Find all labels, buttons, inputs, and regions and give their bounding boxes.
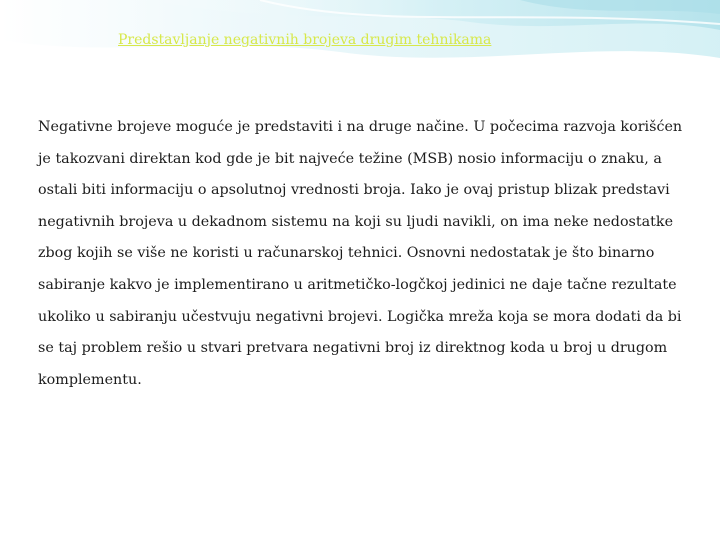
slide-title[interactable]: Predstavljanje negativnih brojeva drugim tehnikama — [118, 32, 492, 48]
slide-body-text: Negativne brojeve moguće je predstaviti i na druge načine. U počecima razvoja korišćen je takozvani direktan kod gde je bit najveće težine (MSB) nosio informaciju o znaku, a ostali biti informaciju o apsolutnoj vrednosti broja. Iako je ovaj pristup blizak predstavi negativnih brojeva u dekadnom sistemu na koji su ljudi navikli, on ima neke nedostatke zbog kojih se više ne koristi u računarskoj tehnici. Osnovni nedostatak je što binarno sabiranje kakvo je implementirano u aritmetičko-logčkoj jedinici ne daje tačne rezultate ukoliko u sabiranju učestvuju negativni brojevi. Logička mreža koja se mora dodati da bi se taj problem rešio u stvari pretvara negativni broj iz direktnog koda u broj u drugom komplementu. — [38, 119, 683, 388]
header-wave-decoration — [0, 0, 720, 120]
